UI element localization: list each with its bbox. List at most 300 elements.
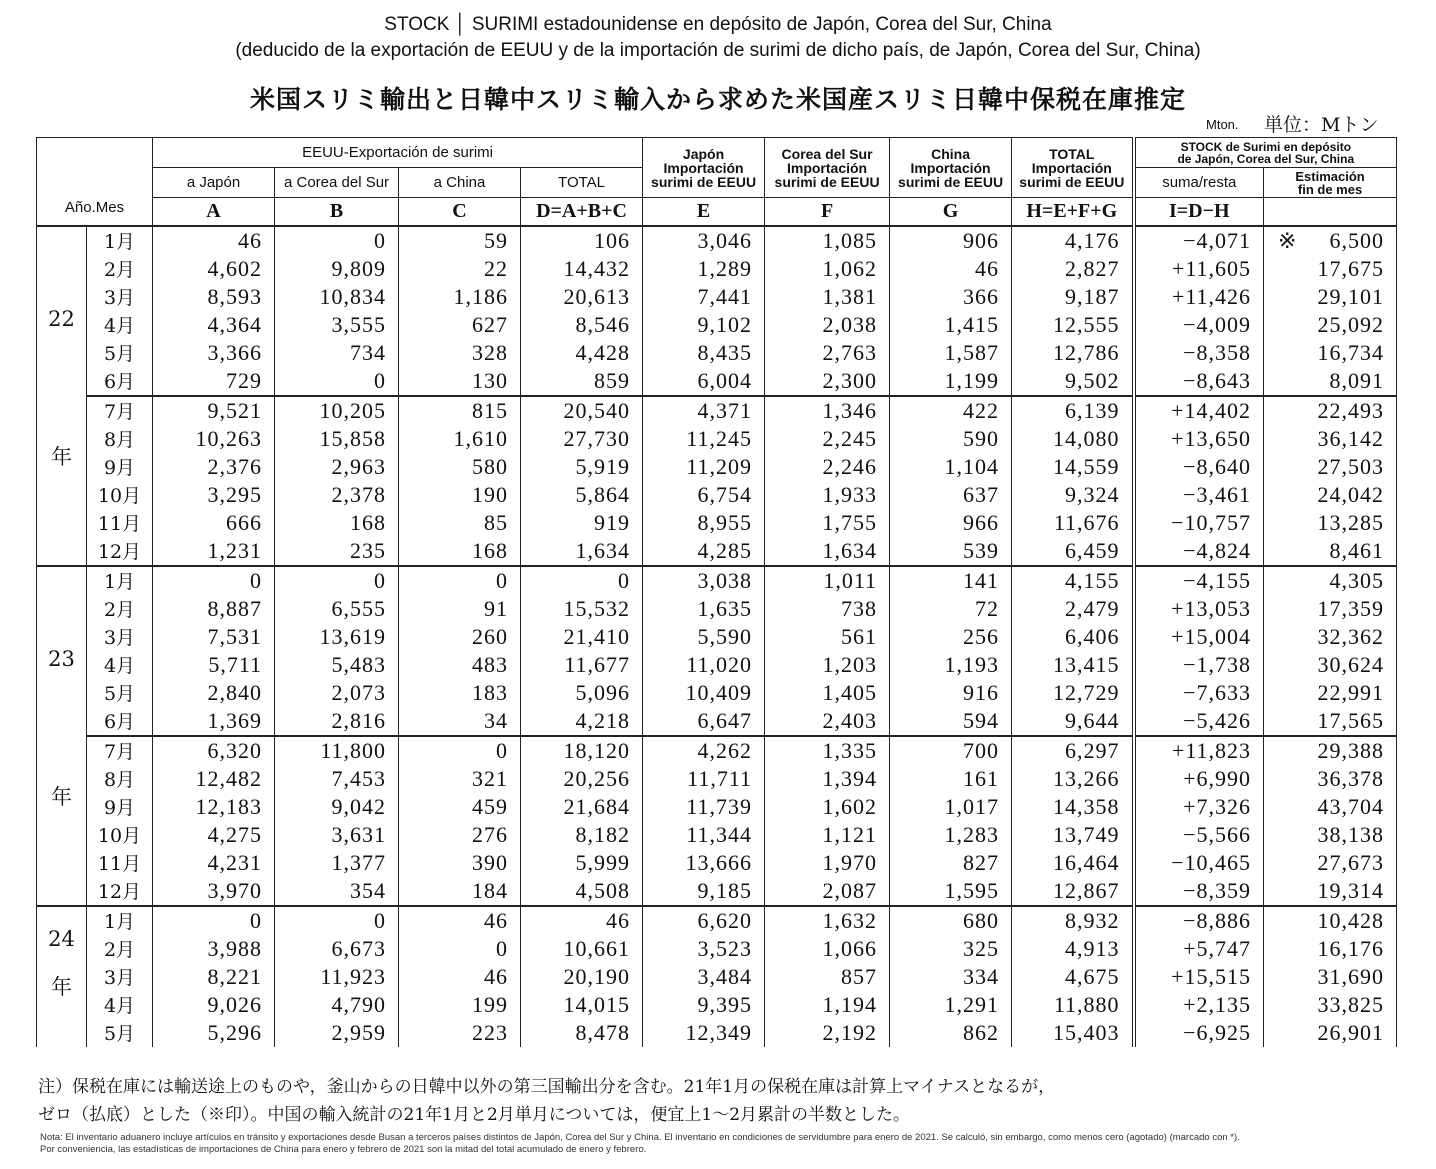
cell-to-korea: 15,858 <box>275 425 399 453</box>
footnote-es-line-2: Por conveniencia, las estadísticas de importaciones de China para enero y febrero de 2021 son la mitad del total acumulado de enero y febrero. <box>40 1144 647 1155</box>
cell-export-total: 5,999 <box>521 849 643 877</box>
cell-month-end-stock <box>1264 963 1397 991</box>
cell-sum-diff: −8,359 <box>1134 877 1264 906</box>
month-cell: 1月 <box>87 566 153 595</box>
cell-month-end-stock <box>1264 566 1397 595</box>
month-end-stock-value: 43,704 <box>1317 793 1385 819</box>
cell-china-import: 862 <box>890 1019 1012 1047</box>
month-end-stock-value: 16,176 <box>1317 935 1385 961</box>
cell-export-total: 5,919 <box>521 453 643 481</box>
cell-month-end-stock <box>1264 821 1397 849</box>
month-end-stock-value: 29,101 <box>1317 283 1385 309</box>
cell-export-total: 0 <box>521 566 643 595</box>
cell-china-import: 700 <box>890 736 1012 765</box>
cell-month-end-stock <box>1264 367 1397 396</box>
page-title-jp: 米国スリミ輸出と日韓中スリミ輸入から求めた米国産スリミ日韓中保税在庫推定 <box>249 85 1186 114</box>
page-title-es: STOCK │ SURIMI estadounidense en depósito de Japón, Corea del Sur, China <box>384 14 1052 35</box>
cell-sum-diff: −7,633 <box>1134 679 1264 707</box>
cell-total-import: 13,415 <box>1012 651 1134 679</box>
cell-to-korea: 9,809 <box>275 255 399 283</box>
month-cell: 12月 <box>87 877 153 906</box>
cell-total-import: 8,932 <box>1012 906 1134 935</box>
year-label <box>37 566 87 906</box>
month-cell: 6月 <box>87 367 153 396</box>
table-row <box>37 595 1397 623</box>
month-cell: 4月 <box>87 311 153 339</box>
cell-sum-diff: −3,461 <box>1134 481 1264 509</box>
year-suffix: 年 <box>51 444 72 469</box>
cell-sum-diff: −10,465 <box>1134 849 1264 877</box>
header-korea-import: Corea del Sur Importación surimi de EEUU <box>765 138 890 198</box>
cell-total-import: 11,676 <box>1012 509 1134 537</box>
cell-to-china: 168 <box>399 537 521 566</box>
cell-china-import: 334 <box>890 963 1012 991</box>
cell-to-china: 183 <box>399 679 521 707</box>
cell-to-japan: 4,602 <box>153 255 275 283</box>
header-total-import: TOTAL Importación surimi de EEUU <box>1012 138 1134 198</box>
footnote-jp <box>38 1073 1428 1129</box>
cell-month-end-stock <box>1264 736 1397 765</box>
formula-a: A <box>153 198 275 226</box>
cell-sum-diff: +2,135 <box>1134 991 1264 1019</box>
cell-to-korea: 10,834 <box>275 283 399 311</box>
table-row <box>37 1019 1397 1047</box>
table-row <box>37 566 1397 595</box>
month-cell: 6月 <box>87 707 153 736</box>
cell-to-china: 321 <box>399 765 521 793</box>
cell-to-china: 91 <box>399 595 521 623</box>
month-end-stock-value: 25,092 <box>1317 311 1385 337</box>
month-cell: 2月 <box>87 935 153 963</box>
formula-c: C <box>399 198 521 226</box>
cell-export-total: 21,410 <box>521 623 643 651</box>
cell-to-korea: 0 <box>275 226 399 255</box>
month-end-stock-value: 17,359 <box>1317 595 1385 621</box>
cell-total-import: 12,729 <box>1012 679 1134 707</box>
cell-to-korea: 0 <box>275 906 399 935</box>
month-end-stock-value: 10,428 <box>1317 907 1385 933</box>
cell-to-korea: 235 <box>275 537 399 566</box>
cell-to-korea: 10,205 <box>275 396 399 425</box>
cell-japan-import: 4,371 <box>643 396 765 425</box>
table-row <box>37 339 1397 367</box>
cell-japan-import: 1,289 <box>643 255 765 283</box>
cell-japan-import: 11,344 <box>643 821 765 849</box>
month-end-stock-value: 17,675 <box>1317 255 1385 281</box>
year-suffix: 年 <box>51 784 72 809</box>
formula-d: D=A+B+C <box>521 198 643 226</box>
cell-sum-diff: +11,426 <box>1134 283 1264 311</box>
cell-month-end-stock <box>1264 453 1397 481</box>
cell-total-import: 4,176 <box>1012 226 1134 255</box>
cell-sum-diff: −4,009 <box>1134 311 1264 339</box>
cell-total-import: 13,749 <box>1012 821 1134 849</box>
cell-month-end-stock <box>1264 793 1397 821</box>
cell-total-import: 6,406 <box>1012 623 1134 651</box>
cell-month-end-stock <box>1264 396 1397 425</box>
cell-korea-import: 857 <box>765 963 890 991</box>
cell-china-import: 590 <box>890 425 1012 453</box>
cell-month-end-stock <box>1264 283 1397 311</box>
cell-to-china: 22 <box>399 255 521 283</box>
year-label <box>37 906 87 1047</box>
cell-sum-diff: +15,004 <box>1134 623 1264 651</box>
cell-export-total: 21,684 <box>521 793 643 821</box>
cell-export-total: 11,677 <box>521 651 643 679</box>
header-year-month: Año.Mes <box>37 138 153 226</box>
table-row <box>37 481 1397 509</box>
month-end-stock-value: 38,138 <box>1317 821 1385 847</box>
cell-korea-import: 1,632 <box>765 906 890 935</box>
cell-total-import: 4,675 <box>1012 963 1134 991</box>
cell-japan-import: 11,739 <box>643 793 765 821</box>
cell-month-end-stock <box>1264 679 1397 707</box>
cell-total-import: 14,080 <box>1012 425 1134 453</box>
table-row <box>37 765 1397 793</box>
month-cell: 3月 <box>87 963 153 991</box>
cell-to-japan: 3,988 <box>153 935 275 963</box>
cell-total-import: 9,324 <box>1012 481 1134 509</box>
cell-month-end-stock <box>1264 935 1397 963</box>
cell-month-end-stock <box>1264 906 1397 935</box>
table-row <box>37 991 1397 1019</box>
cell-month-end-stock <box>1264 255 1397 283</box>
cell-japan-import: 3,046 <box>643 226 765 255</box>
cell-to-korea: 168 <box>275 509 399 537</box>
cell-to-japan: 5,296 <box>153 1019 275 1047</box>
cell-to-korea: 6,673 <box>275 935 399 963</box>
cell-to-japan: 5,711 <box>153 651 275 679</box>
cell-to-china: 627 <box>399 311 521 339</box>
cell-china-import: 1,193 <box>890 651 1012 679</box>
cell-japan-import: 8,435 <box>643 339 765 367</box>
cell-korea-import: 1,602 <box>765 793 890 821</box>
table-row <box>37 623 1397 651</box>
cell-export-total: 8,182 <box>521 821 643 849</box>
cell-japan-import: 4,262 <box>643 736 765 765</box>
cell-to-china: 0 <box>399 736 521 765</box>
month-end-stock-value: 22,493 <box>1317 397 1385 423</box>
cell-sum-diff: −4,155 <box>1134 566 1264 595</box>
cell-to-japan: 4,364 <box>153 311 275 339</box>
cell-to-japan: 2,840 <box>153 679 275 707</box>
cell-to-china: 1,186 <box>399 283 521 311</box>
cell-korea-import: 2,300 <box>765 367 890 396</box>
table-row <box>37 849 1397 877</box>
cell-sum-diff: −8,886 <box>1134 906 1264 935</box>
table-row <box>37 453 1397 481</box>
month-cell: 11月 <box>87 849 153 877</box>
cell-month-end-stock <box>1264 991 1397 1019</box>
footnote-jp-line-2: ゼロ（払底）とした（※印）。中国の輸入統計の21年1月と2月単月については，便宜上1～2月累計の半数とした。 <box>38 1105 911 1125</box>
month-cell: 9月 <box>87 793 153 821</box>
cell-to-china: 223 <box>399 1019 521 1047</box>
cell-to-korea: 2,959 <box>275 1019 399 1047</box>
cell-korea-import: 1,062 <box>765 255 890 283</box>
cell-sum-diff: −6,925 <box>1134 1019 1264 1047</box>
cell-export-total: 15,532 <box>521 595 643 623</box>
cell-korea-import: 738 <box>765 595 890 623</box>
month-cell: 5月 <box>87 1019 153 1047</box>
month-end-stock-value: 26,901 <box>1317 1019 1385 1045</box>
footnote-jp-line-1: 注）保税在庫には輸送途上のものや，釜山からの日韓中以外の第三国輸出分を含む。21年1月の保税在庫は計算上マイナスとなるが， <box>38 1077 1056 1097</box>
cell-month-end-stock <box>1264 339 1397 367</box>
cell-china-import: 161 <box>890 765 1012 793</box>
cell-japan-import: 9,185 <box>643 877 765 906</box>
cell-sum-diff: +5,747 <box>1134 935 1264 963</box>
year-number: 23 <box>48 646 75 671</box>
cell-korea-import: 2,246 <box>765 453 890 481</box>
stock-table <box>36 137 1397 1047</box>
cell-korea-import: 1,933 <box>765 481 890 509</box>
cell-to-japan: 7,531 <box>153 623 275 651</box>
cell-japan-import: 9,102 <box>643 311 765 339</box>
page-subtitle-es: (deducido de la exportación de EEUU y de la importación de surimi de dicho país, de Japón, Corea del Sur, China) <box>235 40 1201 61</box>
header-japan-import: Japón Importación surimi de EEUU <box>643 138 765 198</box>
cell-japan-import: 10,409 <box>643 679 765 707</box>
cell-china-import: 539 <box>890 537 1012 566</box>
cell-japan-import: 12,349 <box>643 1019 765 1047</box>
cell-china-import: 916 <box>890 679 1012 707</box>
table-row <box>37 935 1397 963</box>
cell-total-import: 4,913 <box>1012 935 1134 963</box>
cell-total-import: 2,479 <box>1012 595 1134 623</box>
cell-sum-diff: +11,823 <box>1134 736 1264 765</box>
cell-japan-import: 13,666 <box>643 849 765 877</box>
cell-china-import: 1,415 <box>890 311 1012 339</box>
cell-total-import: 14,358 <box>1012 793 1134 821</box>
cell-korea-import: 1,405 <box>765 679 890 707</box>
cell-export-total: 5,864 <box>521 481 643 509</box>
cell-to-japan: 3,970 <box>153 877 275 906</box>
month-end-stock-value: 16,734 <box>1317 339 1385 365</box>
cell-total-import: 13,266 <box>1012 765 1134 793</box>
cell-month-end-stock <box>1264 537 1397 566</box>
cell-export-total: 27,730 <box>521 425 643 453</box>
cell-export-total: 20,256 <box>521 765 643 793</box>
cell-sum-diff: −10,757 <box>1134 509 1264 537</box>
footnote-es-line-1: Nota: El inventario aduanero incluye artículos en tránsito y exportaciones desde Busan a terceros países distintos de Japón, Corea del Sur y China. El inventario en condiciones de servidumbre para enero de 2021. Se calculó, sin embargo, como menos cero (agotado) (marcado con *). <box>40 1132 1240 1143</box>
formula-i: I=D−H <box>1134 198 1264 226</box>
month-cell: 8月 <box>87 765 153 793</box>
cell-china-import: 637 <box>890 481 1012 509</box>
header-export-group: EEUU-Exportación de surimi <box>153 138 643 168</box>
cell-export-total: 20,613 <box>521 283 643 311</box>
footnote-es <box>40 1132 1420 1156</box>
month-cell: 7月 <box>87 396 153 425</box>
table-row <box>37 537 1397 566</box>
table-row <box>37 707 1397 736</box>
table-row <box>37 793 1397 821</box>
cell-japan-import: 7,441 <box>643 283 765 311</box>
cell-korea-import: 561 <box>765 623 890 651</box>
cell-sum-diff: −5,426 <box>1134 707 1264 736</box>
month-end-stock-value: 8,461 <box>1329 537 1385 563</box>
table-row <box>37 679 1397 707</box>
month-end-stock-value: 30,624 <box>1317 651 1385 677</box>
cell-to-japan: 4,231 <box>153 849 275 877</box>
cell-to-japan: 1,231 <box>153 537 275 566</box>
cell-korea-import: 1,194 <box>765 991 890 1019</box>
cell-to-japan: 1,369 <box>153 707 275 736</box>
cell-to-korea: 1,377 <box>275 849 399 877</box>
cell-japan-import: 1,635 <box>643 595 765 623</box>
month-cell: 4月 <box>87 991 153 1019</box>
cell-korea-import: 2,245 <box>765 425 890 453</box>
header-export-total: TOTAL <box>521 168 643 198</box>
cell-to-korea: 3,631 <box>275 821 399 849</box>
table-row <box>37 396 1397 425</box>
month-cell: 8月 <box>87 425 153 453</box>
cell-japan-import: 3,523 <box>643 935 765 963</box>
cell-total-import: 9,187 <box>1012 283 1134 311</box>
cell-export-total: 1,634 <box>521 537 643 566</box>
cell-to-japan: 6,320 <box>153 736 275 765</box>
cell-to-japan: 8,221 <box>153 963 275 991</box>
cell-sum-diff: +11,605 <box>1134 255 1264 283</box>
cell-export-total: 20,540 <box>521 396 643 425</box>
cell-china-import: 1,104 <box>890 453 1012 481</box>
month-end-stock-value: 36,378 <box>1317 765 1385 791</box>
cell-china-import: 906 <box>890 226 1012 255</box>
formula-f: F <box>765 198 890 226</box>
cell-export-total: 14,015 <box>521 991 643 1019</box>
cell-to-japan: 12,183 <box>153 793 275 821</box>
month-cell: 1月 <box>87 906 153 935</box>
cell-china-import: 422 <box>890 396 1012 425</box>
cell-to-china: 59 <box>399 226 521 255</box>
table-row <box>37 425 1397 453</box>
cell-to-china: 85 <box>399 509 521 537</box>
cell-total-import: 15,403 <box>1012 1019 1134 1047</box>
table-row <box>37 283 1397 311</box>
cell-korea-import: 1,203 <box>765 651 890 679</box>
cell-korea-import: 1,121 <box>765 821 890 849</box>
cell-to-japan: 8,887 <box>153 595 275 623</box>
cell-to-japan: 9,026 <box>153 991 275 1019</box>
cell-export-total: 106 <box>521 226 643 255</box>
cell-export-total: 8,478 <box>521 1019 643 1047</box>
cell-china-import: 1,199 <box>890 367 1012 396</box>
cell-sum-diff: +14,402 <box>1134 396 1264 425</box>
cell-to-china: 46 <box>399 963 521 991</box>
cell-total-import: 6,139 <box>1012 396 1134 425</box>
cell-total-import: 14,559 <box>1012 453 1134 481</box>
cell-japan-import: 3,484 <box>643 963 765 991</box>
cell-export-total: 4,508 <box>521 877 643 906</box>
cell-korea-import: 1,011 <box>765 566 890 595</box>
cell-korea-import: 1,970 <box>765 849 890 877</box>
cell-export-total: 18,120 <box>521 736 643 765</box>
cell-to-korea: 13,619 <box>275 623 399 651</box>
month-cell: 2月 <box>87 255 153 283</box>
cell-total-import: 2,827 <box>1012 255 1134 283</box>
cell-japan-import: 11,209 <box>643 453 765 481</box>
cell-month-end-stock <box>1264 765 1397 793</box>
cell-to-china: 1,610 <box>399 425 521 453</box>
cell-to-korea: 354 <box>275 877 399 906</box>
header-to-korea: a Corea del Sur <box>275 168 399 198</box>
month-end-stock-value: 29,388 <box>1317 737 1385 763</box>
cell-total-import: 9,644 <box>1012 707 1134 736</box>
cell-korea-import: 1,394 <box>765 765 890 793</box>
month-end-stock-value: 22,991 <box>1317 679 1385 705</box>
cell-china-import: 325 <box>890 935 1012 963</box>
month-cell: 5月 <box>87 339 153 367</box>
cell-total-import: 9,502 <box>1012 367 1134 396</box>
cell-china-import: 1,283 <box>890 821 1012 849</box>
year-number: 22 <box>48 306 75 331</box>
table-row <box>37 367 1397 396</box>
cell-export-total: 20,190 <box>521 963 643 991</box>
table-row <box>37 877 1397 906</box>
cell-korea-import: 1,335 <box>765 736 890 765</box>
cell-korea-import: 1,634 <box>765 537 890 566</box>
cell-china-import: 366 <box>890 283 1012 311</box>
cell-month-end-stock <box>1264 509 1397 537</box>
cell-sum-diff: −4,071 <box>1134 226 1264 255</box>
month-end-stock-value: 27,673 <box>1317 849 1385 875</box>
cell-month-end-stock <box>1264 311 1397 339</box>
cell-to-korea: 11,923 <box>275 963 399 991</box>
cell-sum-diff: +6,990 <box>1134 765 1264 793</box>
cell-to-korea: 11,800 <box>275 736 399 765</box>
month-end-stock-value: 24,042 <box>1317 481 1385 507</box>
cell-export-total: 10,661 <box>521 935 643 963</box>
month-cell: 3月 <box>87 283 153 311</box>
cell-to-korea: 3,555 <box>275 311 399 339</box>
cell-export-total: 5,096 <box>521 679 643 707</box>
cell-to-china: 34 <box>399 707 521 736</box>
cell-month-end-stock <box>1264 481 1397 509</box>
cell-export-total: 14,432 <box>521 255 643 283</box>
cell-sum-diff: −4,824 <box>1134 537 1264 566</box>
cell-china-import: 966 <box>890 509 1012 537</box>
formula-empty <box>1264 198 1397 226</box>
cell-china-import: 1,595 <box>890 877 1012 906</box>
cell-to-japan: 10,263 <box>153 425 275 453</box>
table-row <box>37 963 1397 991</box>
cell-sum-diff: −1,738 <box>1134 651 1264 679</box>
table-row <box>37 821 1397 849</box>
cell-korea-import: 1,066 <box>765 935 890 963</box>
year-label <box>37 226 87 566</box>
table-row <box>37 311 1397 339</box>
cell-china-import: 141 <box>890 566 1012 595</box>
cell-to-japan: 8,593 <box>153 283 275 311</box>
cell-month-end-stock <box>1264 425 1397 453</box>
note-mark: ※ <box>1278 227 1298 253</box>
cell-to-korea: 0 <box>275 367 399 396</box>
cell-china-import: 1,017 <box>890 793 1012 821</box>
cell-to-china: 0 <box>399 566 521 595</box>
cell-sum-diff: +13,650 <box>1134 425 1264 453</box>
cell-china-import: 1,291 <box>890 991 1012 1019</box>
cell-japan-import: 8,955 <box>643 509 765 537</box>
cell-total-import: 11,880 <box>1012 991 1134 1019</box>
cell-month-end-stock <box>1264 623 1397 651</box>
cell-month-end-stock <box>1264 651 1397 679</box>
header-month-end-estimate: Estimación fin de mes <box>1264 168 1397 198</box>
cell-to-korea: 9,042 <box>275 793 399 821</box>
cell-to-china: 815 <box>399 396 521 425</box>
cell-china-import: 1,587 <box>890 339 1012 367</box>
header-to-china: a China <box>399 168 521 198</box>
cell-to-korea: 6,555 <box>275 595 399 623</box>
cell-to-korea: 2,963 <box>275 453 399 481</box>
cell-japan-import: 6,620 <box>643 906 765 935</box>
cell-export-total: 919 <box>521 509 643 537</box>
